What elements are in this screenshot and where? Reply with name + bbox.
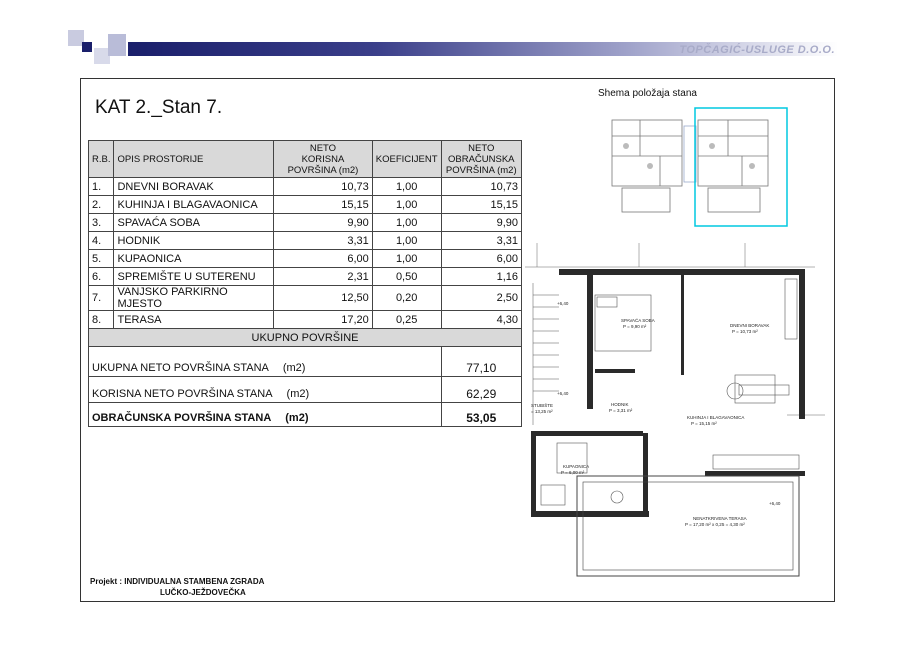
plan-level-3: +6,40 (769, 501, 781, 506)
logo-square-2 (82, 42, 92, 52)
plan-label-stubiste-area: = 13,25 m² (531, 409, 553, 414)
summary-row-total: OBRAČUNSKA POVRŠINA STANA (m2) 53,05 (89, 403, 522, 427)
table-row: 4. HODNIK 3,31 1,00 3,31 (89, 232, 522, 250)
project-line-1: Projekt : INDIVIDUALNA STAMBENA ZGRADA (90, 577, 265, 586)
plan-label-kupaonica: KUPAONICA (563, 464, 590, 469)
plan-level-1: +6,40 (557, 301, 569, 306)
location-schema (600, 106, 800, 228)
plan-label-terasa: NENATKRIVENA TERASA (693, 516, 747, 521)
summary-header-row (89, 329, 522, 347)
apartment-highlight (695, 108, 787, 226)
plan-label-dnevni: DNEVNI BORAVAK (730, 323, 770, 328)
table-row: 7. VANJSKO PARKIRNO MJESTO 12,50 0,20 2,50 (89, 286, 522, 311)
table-row: 5. KUPAONICA 6,00 1,00 6,00 (89, 250, 522, 268)
summary-row: KORISNA NETO POVRŠINA STANA (m2) 62,29 (89, 377, 522, 403)
room-area-table (88, 140, 522, 427)
header-rb: R.B. (89, 141, 114, 178)
table-row: 2. KUHINJA I BLAGAVAONICA 15,15 1,00 15,15 (89, 196, 522, 214)
plan-label-dnevni-area: P = 10,73 m² (732, 329, 758, 334)
plan-label-kupaonica-area: P = 6,00 m² (561, 470, 585, 475)
page-title: KAT 2._Stan 7. (95, 97, 223, 118)
summary-row: UKUPNA NETO POVRŠINA STANA (m2) 77,10 (89, 347, 522, 377)
plan-label-kuhinja-area: P = 15,15 m² (691, 421, 717, 426)
table-row: 3. SPAVAĆA SOBA 9,90 1,00 9,90 (89, 214, 522, 232)
plan-label-hodnik: HODNIK (611, 402, 629, 407)
plan-label-hodnik-area: P = 3,31 m² (609, 408, 633, 413)
plan-level-2: +6,40 (557, 391, 569, 396)
summary-header: UKUPNO POVRŠINE (89, 329, 522, 347)
schema-title: Shema položaja stana (598, 88, 697, 99)
table-header-row (89, 141, 522, 178)
plan-label-spavaca-area: P = 9,90 m² (623, 324, 647, 329)
header-obracunska: NETO OBRAČUNSKA POVRŠINA (m2) (441, 141, 521, 178)
table-row: 1. DNEVNI BORAVAK 10,73 1,00 10,73 (89, 178, 522, 196)
floor-plan (525, 235, 825, 580)
plan-label-terasa-area: P = 17,20 m² x 0,25 = 4,30 m² (685, 522, 745, 527)
plan-label-spavaca: SPAVAĆA SOBA (621, 318, 655, 323)
company-name: TOPČAGIĆ-USLUGE D.O.O. (679, 44, 835, 56)
header-opis: OPIS PROSTORIJE (114, 141, 274, 178)
project-info (90, 576, 264, 598)
table-row: 8. TERASA 17,20 0,25 4,30 (89, 311, 522, 329)
header-koef: KOEFICIJENT (372, 141, 441, 178)
project-line-2: LUČKO-JEŽDOVEČKA (160, 588, 246, 597)
logo-square-4 (108, 34, 126, 56)
plan-label-stubiste: STUBIŠTE (531, 403, 554, 408)
table-row: 6. SPREMIŠTE U SUTERENU 2,31 0,50 1,16 (89, 268, 522, 286)
plan-label-kuhinja: KUHINJA I BLAGAVAONICA (687, 415, 745, 420)
header-neto-area: NETO KORISNA POVRŠINA (m2) (274, 141, 373, 178)
